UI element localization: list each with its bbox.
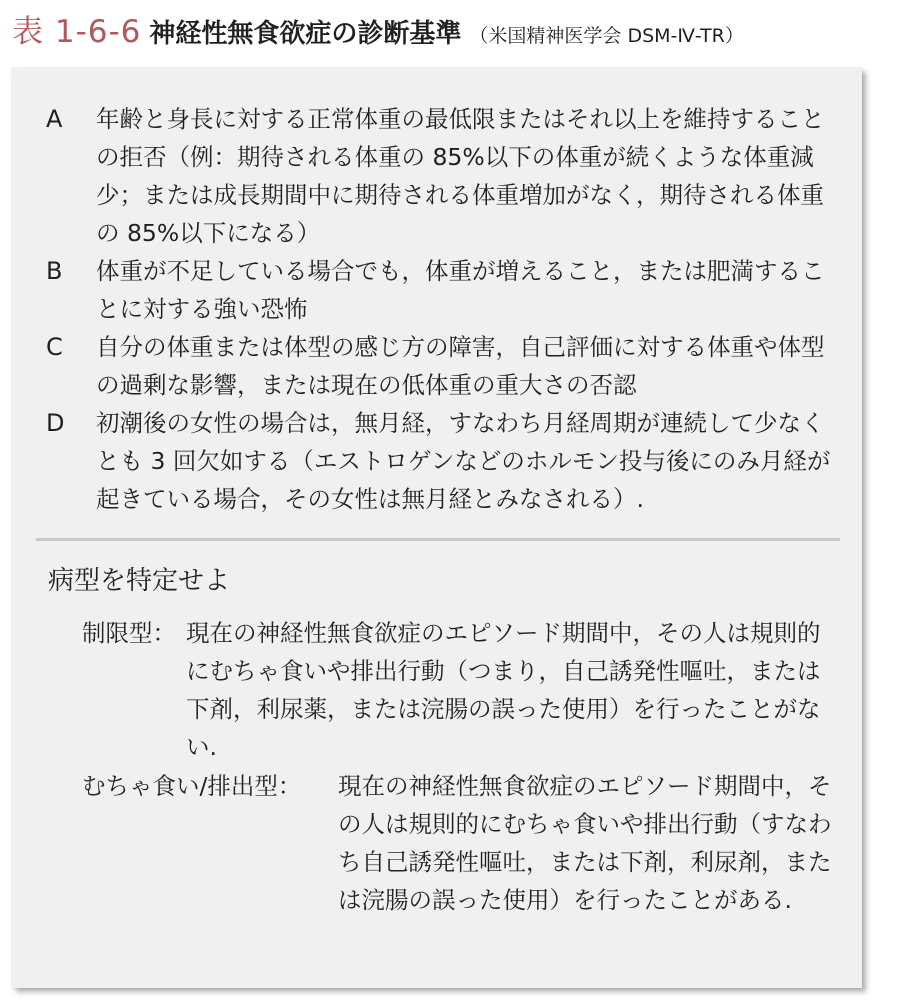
table-title: 神経性無食欲症の診断基準 bbox=[149, 19, 462, 49]
criterion-c bbox=[46, 328, 846, 404]
table-number: 表 1-6-6 bbox=[12, 14, 142, 50]
criterion-b bbox=[46, 252, 846, 328]
criterion-text: 自分の体重または体型の感じ方の障害，自己評価に対する体重や体型の過剰な影響，または現在の低体重の重大さの否認 bbox=[96, 333, 825, 399]
table-source: （米国精神医学会 DSM-Ⅳ-TR） bbox=[469, 25, 744, 47]
criterion-letter: A bbox=[46, 105, 63, 133]
criterion-letter: D bbox=[46, 409, 65, 437]
subtype-label: むちゃ食い/排出型： bbox=[82, 772, 302, 800]
criteria-list bbox=[46, 100, 846, 518]
criterion-d bbox=[46, 404, 846, 518]
subtype-heading: 病型を特定せよ bbox=[48, 566, 231, 596]
subtype-restricting bbox=[82, 614, 842, 766]
subtype-text: 現在の神経性無食欲症のエピソード期間中，その人は規則的にむちゃ食いや排出行動（すなわち自己誘発性嘔吐，または下剤，利尿剤，または浣腸の誤った使用）を行ったことがある. bbox=[338, 772, 832, 914]
table-caption bbox=[12, 6, 892, 48]
section-divider bbox=[36, 538, 840, 541]
criterion-letter: B bbox=[46, 257, 63, 285]
criteria-box bbox=[12, 68, 862, 988]
criterion-a bbox=[46, 100, 846, 252]
subtype-binge-purging bbox=[82, 767, 842, 919]
subtype-label: 制限型： bbox=[82, 619, 176, 647]
criterion-text: 年齢と身長に対する正常体重の最低限またはそれ以上を維持することの拒否（例：期待される体重の 85%以下の体重が続くような体重減少；または成長期間中に期待される体重増加がなく，期待される体重の 85%以下になる） bbox=[96, 105, 825, 247]
criterion-letter: C bbox=[46, 333, 63, 361]
criterion-text: 初潮後の女性の場合は，無月経，すなわち月経周期が連続して少なくとも 3 回欠如する（エストロゲンなどのホルモン投与後にのみ月経が起きている場合，その女性は無月経とみなされる）. bbox=[96, 409, 831, 513]
subtype-text: 現在の神経性無食欲症のエピソード期間中，その人は規則的にむちゃ食いや排出行動（つまり，自己誘発性嘔吐，または下剤，利尿薬，または浣腸の誤った使用）を行ったことがない. bbox=[186, 619, 821, 761]
criterion-text: 体重が不足している場合でも，体重が増えること，または肥満することに対する強い恐怖 bbox=[96, 257, 825, 323]
